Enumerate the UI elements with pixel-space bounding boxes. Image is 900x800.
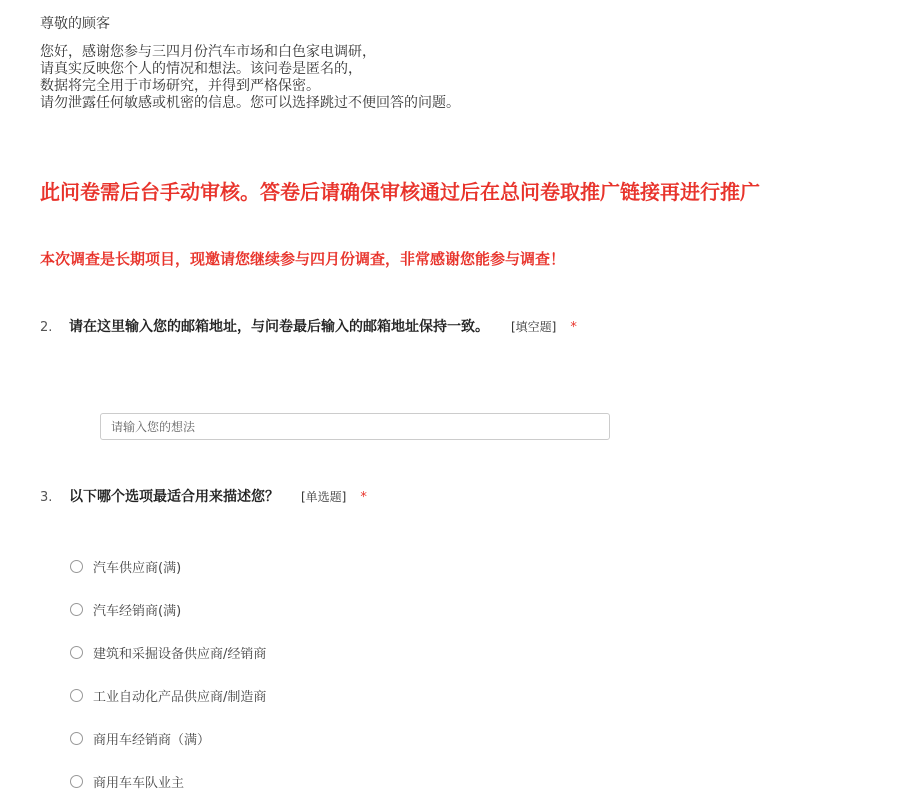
option-label: 汽车经销商(满) xyxy=(93,603,182,619)
radio-option-auto-supplier[interactable] xyxy=(70,556,266,576)
option-label: 建筑和采掘设备供应商/经销商 xyxy=(93,646,267,662)
intro-section xyxy=(40,14,890,112)
radio-button[interactable] xyxy=(70,775,83,788)
radio-button[interactable] xyxy=(70,560,83,573)
question-2 xyxy=(40,316,890,336)
email-input[interactable] xyxy=(100,413,610,440)
intro-line: 您好，感谢您参与三四月份汽车市场和白色家电调研， xyxy=(40,44,376,60)
intro-line: 数据将完全用于市场研究，并得到严格保密。 xyxy=(40,78,320,94)
radio-option-fleet-owner[interactable] xyxy=(70,771,266,791)
review-notice: 此问卷需后台手动审核。答卷后请确保审核通过后在总问卷取推广链接再进行推广 xyxy=(40,180,760,204)
question-number: 3. xyxy=(40,490,53,505)
question-number: 2. xyxy=(40,320,53,335)
question-type-badge: [填空题] xyxy=(511,320,557,334)
intro-paragraph xyxy=(40,44,890,112)
question-type-badge: [单选题] xyxy=(301,490,347,504)
question-header xyxy=(40,486,890,506)
radio-option-commercial-vehicle-dealer[interactable] xyxy=(70,728,266,748)
question-title: 以下哪个选项最适合用来描述您？ xyxy=(69,489,279,505)
question-3 xyxy=(40,486,890,506)
question-title: 请在这里输入您的邮箱地址，与问卷最后输入的邮箱地址保持一致。 xyxy=(69,319,489,335)
radio-option-auto-dealer[interactable] xyxy=(70,599,266,619)
option-label: 工业自动化产品供应商/制造商 xyxy=(93,689,267,705)
question-header xyxy=(40,316,890,336)
radio-option-list xyxy=(70,556,266,800)
intro-line: 请勿泄露任何敏感或机密的信息。您可以选择跳过不便回答的问题。 xyxy=(40,95,460,111)
radio-button[interactable] xyxy=(70,603,83,616)
required-mark: * xyxy=(360,490,367,505)
intro-line: 请真实反映您个人的情况和想法。该问卷是匿名的， xyxy=(40,61,362,77)
required-mark: * xyxy=(570,320,577,335)
continue-notice: 本次调查是长期项目，现邀请您继续参与四月份调查，非常感谢您能参与调查！ xyxy=(40,250,566,268)
option-label: 商用车车队业主 xyxy=(93,775,185,791)
radio-option-industrial-automation[interactable] xyxy=(70,685,266,705)
radio-button[interactable] xyxy=(70,689,83,702)
greeting-text: 尊敬的顾客 xyxy=(40,16,110,32)
radio-option-construction-equipment[interactable] xyxy=(70,642,266,662)
option-label: 汽车供应商(满) xyxy=(93,560,182,576)
radio-button[interactable] xyxy=(70,732,83,745)
radio-button[interactable] xyxy=(70,646,83,659)
option-label: 商用车经销商（满） xyxy=(93,732,211,748)
